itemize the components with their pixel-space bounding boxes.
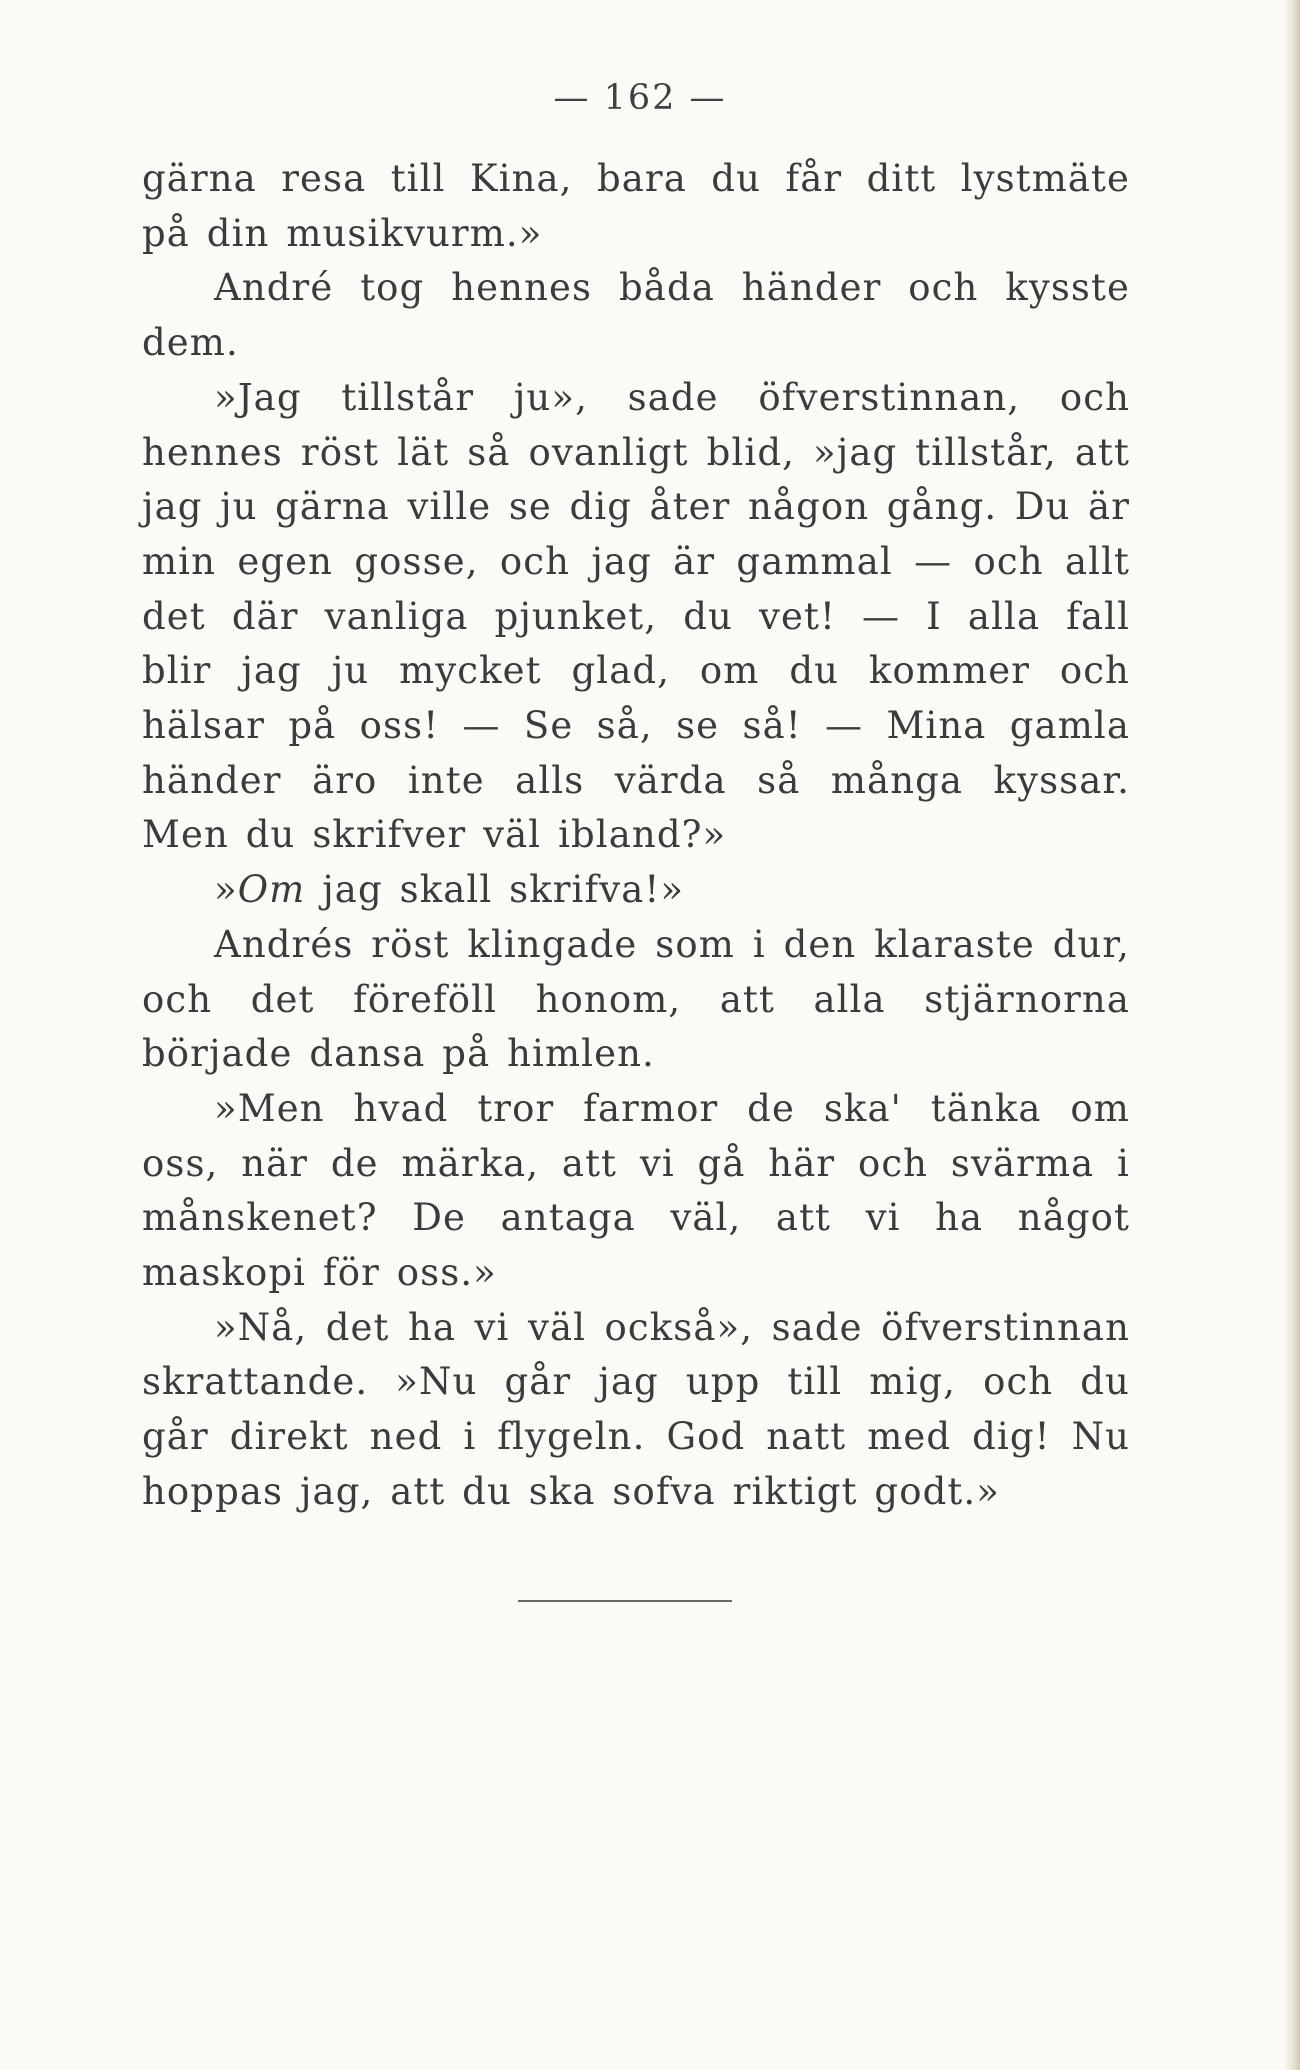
paragraph-6: »Men hvad tror farmor de ska' tänka om oss, när de märka, att vi gå här och svärma i månskenet? De antaga väl, att vi ha något maskopi för oss.» (142, 1086, 1130, 1295)
paragraph-4-rest: jag skall skrifva!» (305, 868, 685, 912)
emphasized-word: Om (237, 868, 306, 912)
paragraph-7: »Nå, det ha vi väl också», sade öfverstinnan skrattande. »Nu går jag upp till mig, och du går direkt ned i flygeln. God natt med dig! Nu hoppas jag, att du ska sofva riktigt godt.» (142, 1305, 1130, 1513)
open-quote: » (214, 868, 238, 912)
paragraph-3: »Jag tillstår ju», sade öfverstinnan, och hennes röst lät så ovanligt blid, »jag tillstår, att jag ju gärna ville se dig åter någon gång. Du är min egen gosse, och jag är gammal — och allt det där vanliga pjunket, du vet! — I alla fall blir jag ju mycket glad, om du kommer och hälsar på oss! — Se så, se så! — Mina gamla händer äro inte alls värda så många kyssar. Men du skrifver väl ibland?» (142, 375, 1130, 857)
paragraph-1: gärna resa till Kina, bara du får ditt lystmäte på din musikvurm.» (142, 157, 1130, 255)
paragraph-4 (142, 863, 1130, 918)
paragraph-2: André tog hennes båda händer och kysste dem. (142, 266, 1130, 365)
page-edge-shadow (1284, 0, 1300, 2070)
page-number: — 162 — (553, 78, 727, 118)
text-body (142, 152, 1130, 1520)
section-end-rule (518, 1600, 732, 1602)
paragraph-5: Andrés röst klingade som i den klaraste dur, och det föreföll honom, att alla stjärnorna började dansa på himlen. (142, 922, 1130, 1076)
